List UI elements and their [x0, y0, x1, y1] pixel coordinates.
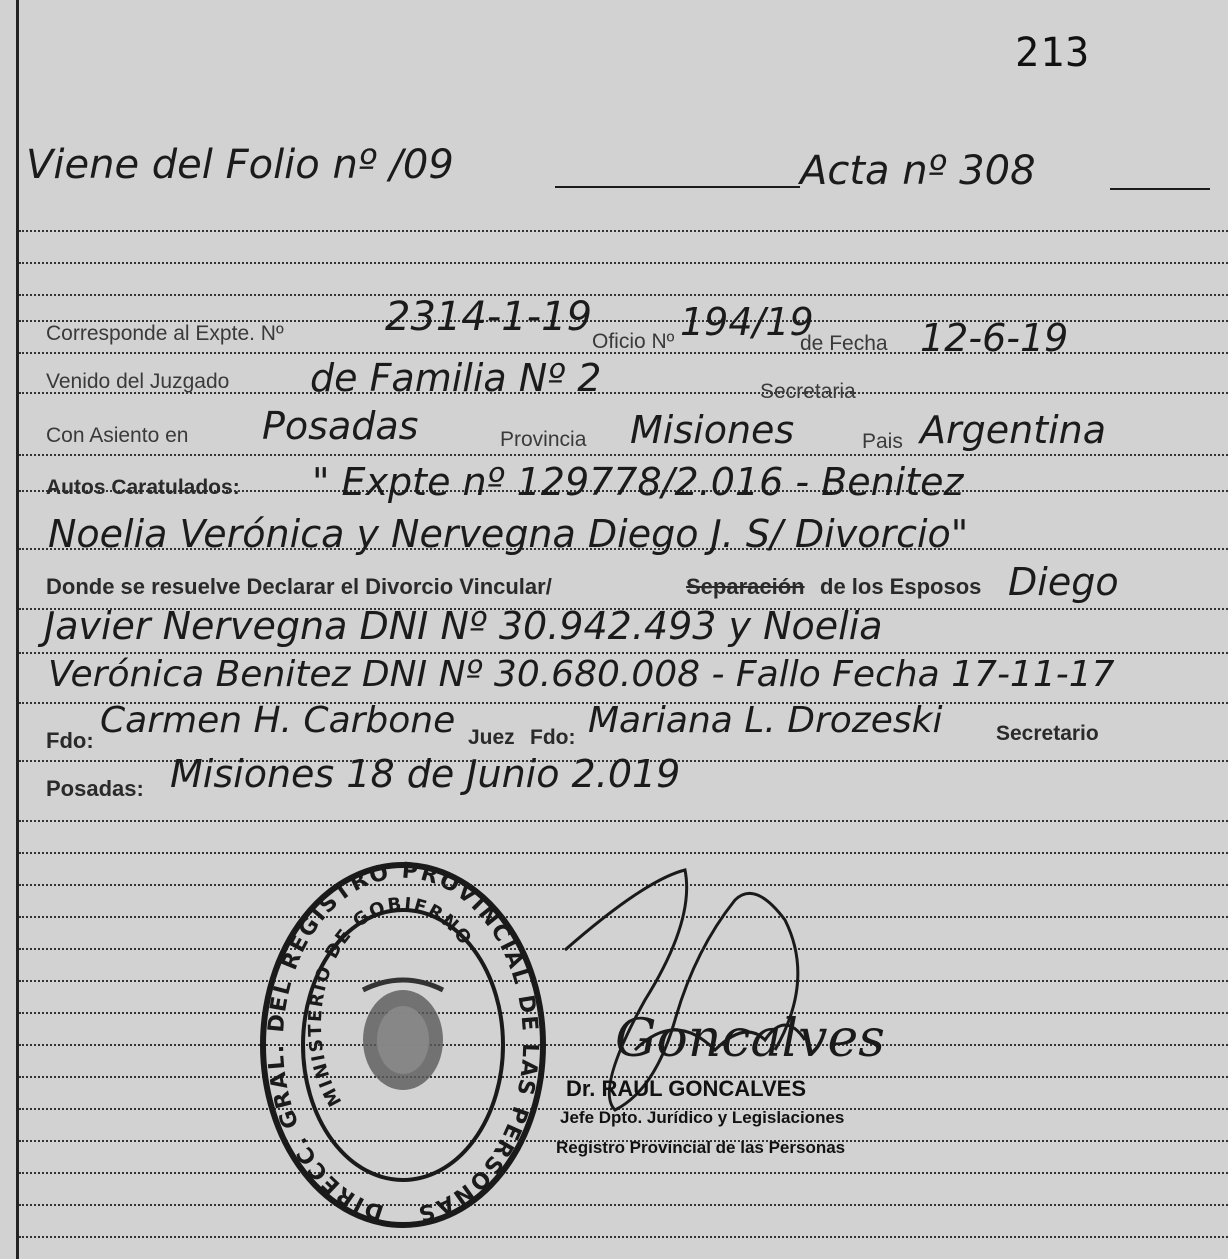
page-number: 213 [1015, 30, 1091, 76]
signer-name: Dr. RAUL GONCALVES [566, 1076, 806, 1101]
signer-org: Registro Provincial de las Personas [556, 1138, 846, 1157]
esposos-label: de los Esposos [820, 574, 982, 599]
oficio-label: Oficio Nº [592, 330, 675, 353]
provincia-label: Provincia [500, 428, 587, 451]
ruled-line [19, 262, 1228, 264]
autos-label: Autos Caratulados: [46, 476, 240, 499]
autos-value-line1: " Expte nº 129778/2.016 - Benitez [312, 460, 964, 504]
coat-of-arms-icon [363, 980, 443, 1090]
esposos-value-line1: Diego [1008, 560, 1119, 604]
expte-label: Corresponde al Expte. Nº [46, 322, 284, 345]
fdo-label: Fdo: [46, 728, 94, 753]
ruled-line [19, 852, 1228, 854]
header-rule [555, 186, 800, 188]
juez-label: Juez [468, 726, 515, 749]
secretaria-label: Secretaria [760, 380, 856, 403]
ruled-line [19, 820, 1228, 822]
fecha-value: 12-6-19 [920, 316, 1069, 360]
venido-label: Venido del Juzgado [46, 370, 230, 393]
expte-value: 2314-1-19 [385, 294, 593, 340]
ruled-line [19, 1236, 1228, 1238]
ruled-line [19, 294, 1228, 296]
secretario-value: Mariana L. Drozeski [588, 700, 943, 741]
pais-label: Pais [862, 430, 903, 453]
official-seal [258, 860, 548, 1230]
autos-value-line2: Noelia Verónica y Nervegna Diego J. S/ Divorcio" [48, 512, 969, 556]
header-rule [1110, 188, 1210, 190]
asiento-label: Con Asiento en [46, 424, 189, 447]
secretario-label: Secretario [996, 722, 1099, 745]
acta-number: Acta nº 308 [800, 148, 1036, 194]
esposos-value-line3: Verónica Benitez DNI Nº 30.680.008 - Fallo Fecha 17-11-17 [48, 654, 1115, 695]
seal-inner-text: MINISTERIO DE GOBIERNO [304, 893, 477, 1110]
provincia-value: Misiones [630, 408, 795, 452]
fecha-label: de Fecha [800, 332, 888, 355]
ruled-line [19, 454, 1228, 456]
viene-del-folio: Viene del Folio nº /09 [26, 142, 454, 188]
margin-line [16, 0, 19, 1259]
posadas-label: Posadas: [46, 776, 144, 801]
ruled-line [19, 230, 1228, 232]
ruled-line [19, 1172, 1228, 1174]
svg-text:Goncalves: Goncalves [615, 1009, 885, 1069]
seal-outer-text: DIRECC. GRAL. DEL REGISTRO PROVINCIAL DE LAS PERSONAS [263, 860, 543, 1227]
separacion-struck: Separación [686, 574, 805, 599]
esposos-value-line2: Javier Nervegna DNI Nº 30.942.493 y Noelia [44, 604, 883, 648]
venido-value: de Familia Nº 2 [310, 356, 602, 400]
posadas-value: Misiones 18 de Junio 2.019 [170, 752, 681, 796]
fdo2-label: Fdo: [530, 726, 576, 749]
asiento-value: Posadas [262, 404, 419, 448]
donde-label: Donde se resuelve Declarar el Divorcio Vincular/ [46, 574, 552, 599]
juez-value: Carmen H. Carbone [100, 700, 456, 741]
oficio-value: 194/19 [680, 300, 814, 344]
ruled-line [19, 1204, 1228, 1206]
signer-title: Jefe Dpto. Jurídico y Legislaciones [560, 1108, 845, 1127]
pais-value: Argentina [920, 408, 1107, 452]
